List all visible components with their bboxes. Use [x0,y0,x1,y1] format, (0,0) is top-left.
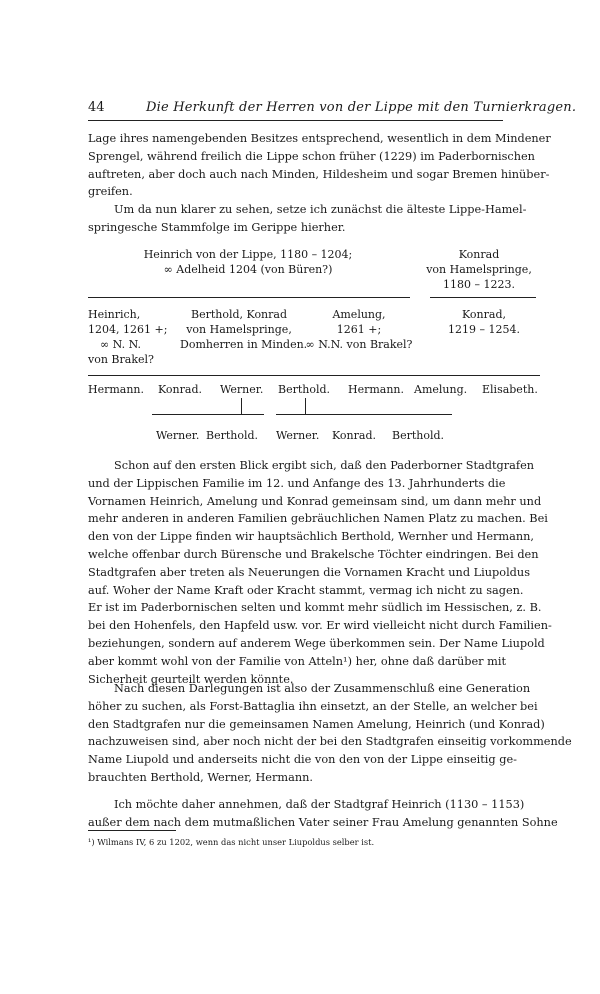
tree-node-gen3: Elisabeth. [482,383,538,396]
paragraph-5 [88,796,558,832]
text-line: brauchten Berthold, Werner, Hermann. [88,770,313,784]
tree-node-heinrich-1204: Heinrich, 1204, 1261 +; ∞ N. N. von Brakel? [88,308,168,366]
text-line: und der Lippischen Familie im 12. und Anfange des 13. Jahrhunderts die [88,476,506,490]
text-line: beziehungen, sondern auf anderem Wege überkommen sein. Der Name Liupold [88,636,545,650]
text-line: den von der Lippe finden wir hauptsächlich Berthold, Wernher und Hermann, [88,530,535,544]
footnote-rule [88,830,176,831]
tree-node-gen4: Konrad. [332,429,376,442]
text-line: Sprengel, während freilich die Lippe schon früher (1229) im Paderbornischen [88,149,535,163]
tree-line [430,297,536,298]
tree-node-gen3: Hermann. [88,383,145,396]
tree-node-gen3: Amelung. [414,383,468,396]
tree-node-gen4: Berthold. [206,429,259,442]
tree-node-gen4: Werner. [276,429,320,442]
text-line: welche offenbar durch Bürensche und Brakelsche Töchter eindringen. Bei den [88,547,539,561]
text-line: Vornamen Heinrich, Amelung und Konrad gemeinsam sind, um dann mehr und [88,494,542,508]
text-line: Er ist im Paderbornischen selten und kommt mehr südlich im Hessischen, z. B. [88,601,542,615]
tree-node-gen4: Werner. [156,429,200,442]
tree-node-gen3: Berthold. [278,383,331,396]
text-line: auf. Woher der Name Kraft oder Kracht stammt, vermag ich nicht zu sagen. [88,583,524,597]
paragraph-3 [88,457,552,688]
text-line: greifen. [88,185,133,199]
tree-node-berthold-konrad: Berthold, Konrad von Hamelspringe, Domherren in Minden. [180,308,308,351]
text-line: außer dem nach dem mutmaßlichen Vater seiner Frau Amelung genannten Sohne [88,815,558,829]
text-line: Name Liupold und anderseits nicht die von den von der Lippe einseitig ge- [88,753,517,767]
tree-node-konrad-1219: Konrad, 1219 – 1254. [448,308,520,336]
text-line: höher zu suchen, als Forst-Battaglia ihn einsetzt, an der Stelle, an welcher bei [88,699,538,713]
tree-line [88,297,410,298]
page-number: 44 [88,100,105,115]
paragraph-4 [88,680,572,787]
tree-node-gen3: Werner. [220,383,264,396]
tree-line [276,414,452,415]
text-line: bei den Hohenfels, den Hapfeld usw. vor. Er wird vielleicht nicht durch Familien- [88,619,552,633]
text-line: nachzuweisen sind, aber noch nicht der bei den Stadtgrafen einseitig vorkommende [88,735,572,749]
text-line: Um da nun klarer zu sehen, setze ich zunächst die älteste Lippe-Hamel- [114,203,527,216]
text-line: Stadtgrafen aber treten als Neuerungen die Vornamen Kracht und Liupoldus [88,565,530,579]
text-line: Ich möchte daher annehmen, daß der Stadtgraf Heinrich (1130 – 1153) [114,798,525,811]
tree-line [305,398,306,414]
running-title: Die Herkunft der Herren von der Lippe mit den Turnierkragen. [146,100,577,115]
tree-node-gen4: Berthold. [392,429,445,442]
tree-line [88,375,540,376]
tree-line [152,414,264,415]
text-line: aber kommt wohl von der Familie von Atteln¹) her, ohne daß darüber mit [88,654,507,668]
text-line: mehr anderen in anderen Familien gebräuchlichen Namen Platz zu machen. Bei [88,512,548,526]
tree-node-gen3: Konrad. [158,383,202,396]
tree-node-heinrich-root: Heinrich von der Lippe, 1180 – 1204; ∞ Adelheid 1204 (von Büren?) [143,248,353,276]
tree-node-amelung: Amelung, 1261 +; ∞ N.N. von Brakel? [305,308,413,351]
tree-node-konrad-root: Konrad von Hamelspringe, 1180 – 1223. [426,248,532,291]
text-line: den Stadtgrafen nur die gemeinsamen Namen Amelung, Heinrich (und Konrad) [88,717,545,731]
text-line: Schon auf den ersten Blick ergibt sich, daß den Paderborner Stadtgrafen [114,459,535,472]
text-line: Lage ihres namengebenden Besitzes entsprechend, wesentlich in dem Mindener [88,132,551,145]
text-line: Sicherheit geurteilt werden könnte. [88,672,294,686]
text-line: springesche Stammfolge im Gerippe hierher. [88,220,346,234]
text-line: auftreten, aber doch auch nach Minden, Hildesheim und sogar Bremen hinüber- [88,167,550,181]
text-line: Nach diesen Darlegungen ist also der Zusammenschluß eine Generation [114,682,531,695]
tree-node-gen3: Hermann. [348,383,405,396]
tree-line [241,398,242,414]
footnote: ¹) Wilmans IV, 6 zu 1202, wenn das nicht unser Liupoldus selber ist. [88,837,375,847]
